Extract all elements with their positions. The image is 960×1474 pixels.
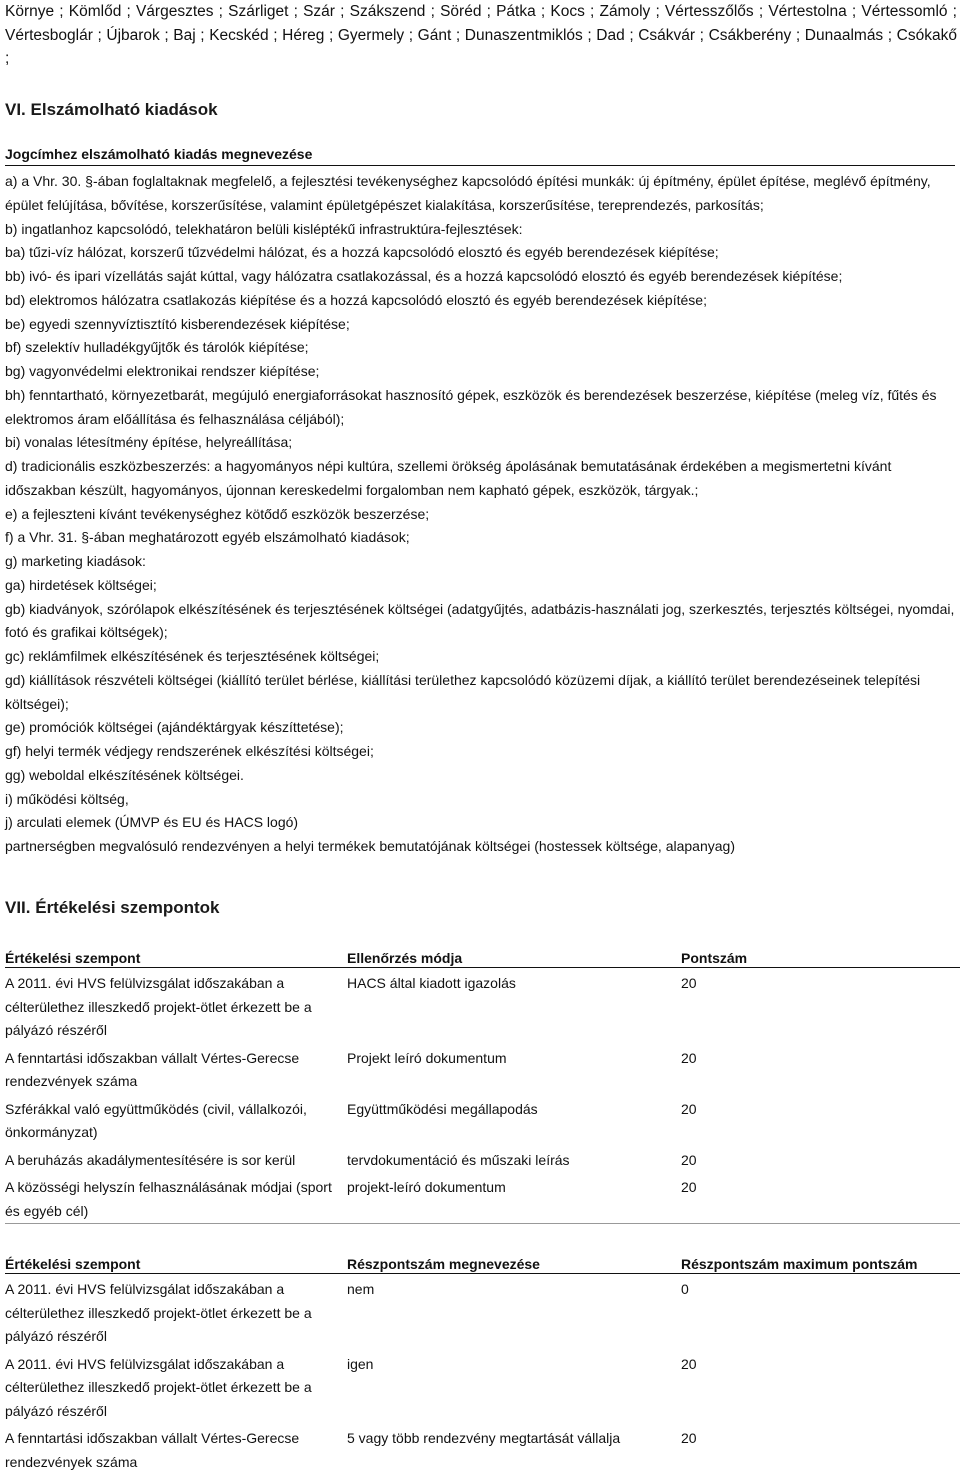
subscore-name-cell: nem (347, 1281, 375, 1297)
max-score-cell: 20 (681, 1430, 697, 1446)
score-cell: 20 (681, 975, 697, 991)
method-cell: tervdokumentáció és műszaki leírás (347, 1151, 570, 1168)
method-cell: Együttműködési megállapodás (347, 1100, 538, 1117)
table-header-row (5, 1252, 960, 1274)
expense-item: ga) hirdetések költségei; (5, 576, 157, 593)
expense-item: partnerségben megvalósuló rendezvényen a helyi termékek bemutatójának költségei (hostessek költsége, alapanyag) (5, 838, 735, 854)
subscore-name-cell: 5 vagy több rendezvény megtartását vállalja (347, 1430, 621, 1446)
expenses-list (5, 170, 955, 859)
score-cell: 20 (681, 1151, 697, 1168)
column-header-score: Pontszám (681, 946, 960, 968)
column-header-method: Ellenőrzés módja (347, 946, 681, 968)
settlement-list: Környe ; Kömlőd ; Várgesztes ; Szárliget ; Szár ; Szákszend ; Söréd ; Pátka ; Kocs ; Zámoly ; Vértesszőlős ; Vértestolna ; Vértessomló ; Vértesboglár ; Újbarok ; Baj ; Kecskéd ; Héreg ; Gyermely ; Gánt ; Dunaszentmiklós ; Dad ; Csákvár ; Csákberény ; Dunaalmás ; Csókakő ; (5, 3, 957, 68)
criterion-cell: A fenntartási időszakban vállalt Vértes-Gerecse rendezvények száma (5, 1049, 300, 1089)
expense-item: ge) promóciók költségei (ajándéktárgyak készíttetése); (5, 719, 344, 736)
expense-item: i) működési költség, (5, 790, 129, 807)
max-score-cell: 0 (681, 1281, 689, 1297)
expense-item: ba) tűzi-víz hálózat, korszerű tűzvédelmi hálózat, és a hozzá kapcsolódó elosztó és egyéb berendezések kiépítése; (5, 244, 719, 261)
column-header-criterion: Értékelési szempont (5, 946, 347, 968)
score-cell: 20 (681, 1049, 697, 1066)
expense-item: be) egyedi szennyvíztisztító kisberendezések kiépítése; (5, 315, 350, 332)
expense-item: j) arculati elemek (ÚMVP és EU és HACS logó) (5, 814, 299, 831)
table-row (5, 1274, 960, 1349)
criterion-cell: A beruházás akadálymentesítésére is sor kerül (5, 1151, 296, 1168)
expense-item: d) tradicionális eszközbeszerzés: a hagyományos népi kultúra, szellemi örökség ápolásának bemutatásának érdekében a megismertetni kívánt időszakban készült, hagyományos, újonnan kereskedelmi forgalomban nem kapható gépek, eszközök, tárgyak.; (5, 458, 892, 498)
max-score-cell: 20 (681, 1355, 697, 1372)
criterion-cell: A közösségi helyszín felhasználásának módjai (sport és egyéb cél) (5, 1172, 347, 1224)
table-row (5, 1349, 960, 1424)
expense-item: gc) reklámfilmek elkészítésének és terjesztésének költségei; (5, 648, 380, 664)
table-row (5, 1172, 960, 1224)
table-row (5, 1145, 960, 1173)
subscore-name-cell: igen (347, 1355, 374, 1372)
expense-item: bb) ivó- és ipari vízellátás saját kúttal, vagy hálózatra csatlakozással, és a hozzá kapcsolódó elosztó és egyéb berendezések kiépítése; (5, 268, 843, 284)
criterion-cell: A 2011. évi HVS felülvizsgálat időszakában a célterülethez illeszkedő projekt-ötlet érkezett be a pályázó részéről (5, 975, 312, 1038)
expense-item: bf) szelektív hulladékgyűjtők és tárolók kiépítése; (5, 339, 309, 356)
section-vii-title: VII. Értékelési szempontok (5, 898, 220, 917)
expense-item: gg) weboldal elkészítésének költségei. (5, 766, 244, 783)
expenses-subheading: Jogcímhez elszámolható kiadás megnevezése (5, 146, 955, 166)
column-header-max-score: Részpontszám maximum pontszám (681, 1252, 960, 1274)
section-vi-title: VI. Elszámolható kiadások (5, 100, 218, 119)
expense-item: b) ingatlanhoz kapcsolódó, telekhatáron belüli kisléptékű infrastruktúra-fejlesztések: (5, 220, 523, 237)
expense-item: gb) kiadványok, szórólapok elkészítésének és terjesztésének költségei (adatgyűjtés, adatbázis-használati jog, szerkesztés, terjesztés költségei, nyomdai, fotó és grafikai költségek); (5, 600, 955, 641)
table-row (5, 1423, 960, 1474)
expense-item: bh) fenntartható, környezetbarát, megújuló energiaforrásokat hasznosító gépek, eszközök és berendezések beszerzése, kiépítése (meleg víz, fűtés és elektromos áram előállítása és felhasználása céljából); (5, 386, 937, 427)
expense-item: e) a fejleszteni kívánt tevékenységhez kötődő eszközök beszerzése; (5, 505, 430, 522)
criterion-cell: Szférákkal való együttműködés (civil, vállalkozói, önkormányzat) (5, 1100, 307, 1140)
criterion-cell: A 2011. évi HVS felülvizsgálat időszakában a célterülethez illeszkedő projekt-ötlet érkezett be a pályázó részéről (5, 1281, 312, 1344)
expense-item: a) a Vhr. 30. §-ában foglaltaknak megfelelő, a fejlesztési tevékenységhez kapcsolódó építési munkák: új építmény, épület építése, meglévő építmény, épület felújítása, bővítése, korszerűsítése, valamint épületgépészet kialakítása, korszerűsítése, tereprendezés, parkosítás; (5, 173, 931, 213)
expense-item: g) marketing kiadások: (5, 553, 146, 569)
evaluation-table (5, 946, 960, 1224)
method-cell: HACS által kiadott igazolás (347, 975, 516, 991)
score-cell: 20 (681, 1100, 697, 1117)
table-row (5, 1043, 960, 1094)
expense-item: gf) helyi termék védjegy rendszerének elkészítési költségei; (5, 743, 374, 759)
expense-item: bg) vagyonvédelmi elektronikai rendszer kiépítése; (5, 363, 320, 379)
expense-item: bd) elektromos hálózatra csatlakozás kiépítése és a hozzá kapcsolódó elosztó és egyéb berendezések kiépítése; (5, 291, 707, 308)
table-row (5, 1094, 960, 1145)
method-cell: projekt-leíró dokumentum (347, 1172, 681, 1224)
method-cell: Projekt leíró dokumentum (347, 1049, 507, 1066)
criterion-cell: A fenntartási időszakban vállalt Vértes-Gerecse rendezvények száma (5, 1430, 300, 1470)
column-header-criterion: Értékelési szempont (5, 1252, 347, 1274)
expense-item: f) a Vhr. 31. §-ában meghatározott egyéb elszámolható kiadások; (5, 529, 410, 546)
score-cell: 20 (681, 1172, 960, 1224)
criterion-cell: A 2011. évi HVS felülvizsgálat időszakában a célterülethez illeszkedő projekt-ötlet érkezett be a pályázó részéről (5, 1355, 312, 1419)
table-row (5, 968, 960, 1043)
expense-item: gd) kiállítások részvételi költségei (kiállító terület bérlése, kiállítási területhez kapcsolódó közüzemi díjak, a kiállító terület berendezéseinek telepítési költségei); (5, 671, 921, 712)
expense-item: bi) vonalas létesítmény építése, helyreállítása; (5, 434, 293, 451)
table-header-row (5, 946, 960, 968)
subscore-table (5, 1252, 960, 1474)
column-header-subscore-name: Részpontszám megnevezése (347, 1252, 681, 1274)
